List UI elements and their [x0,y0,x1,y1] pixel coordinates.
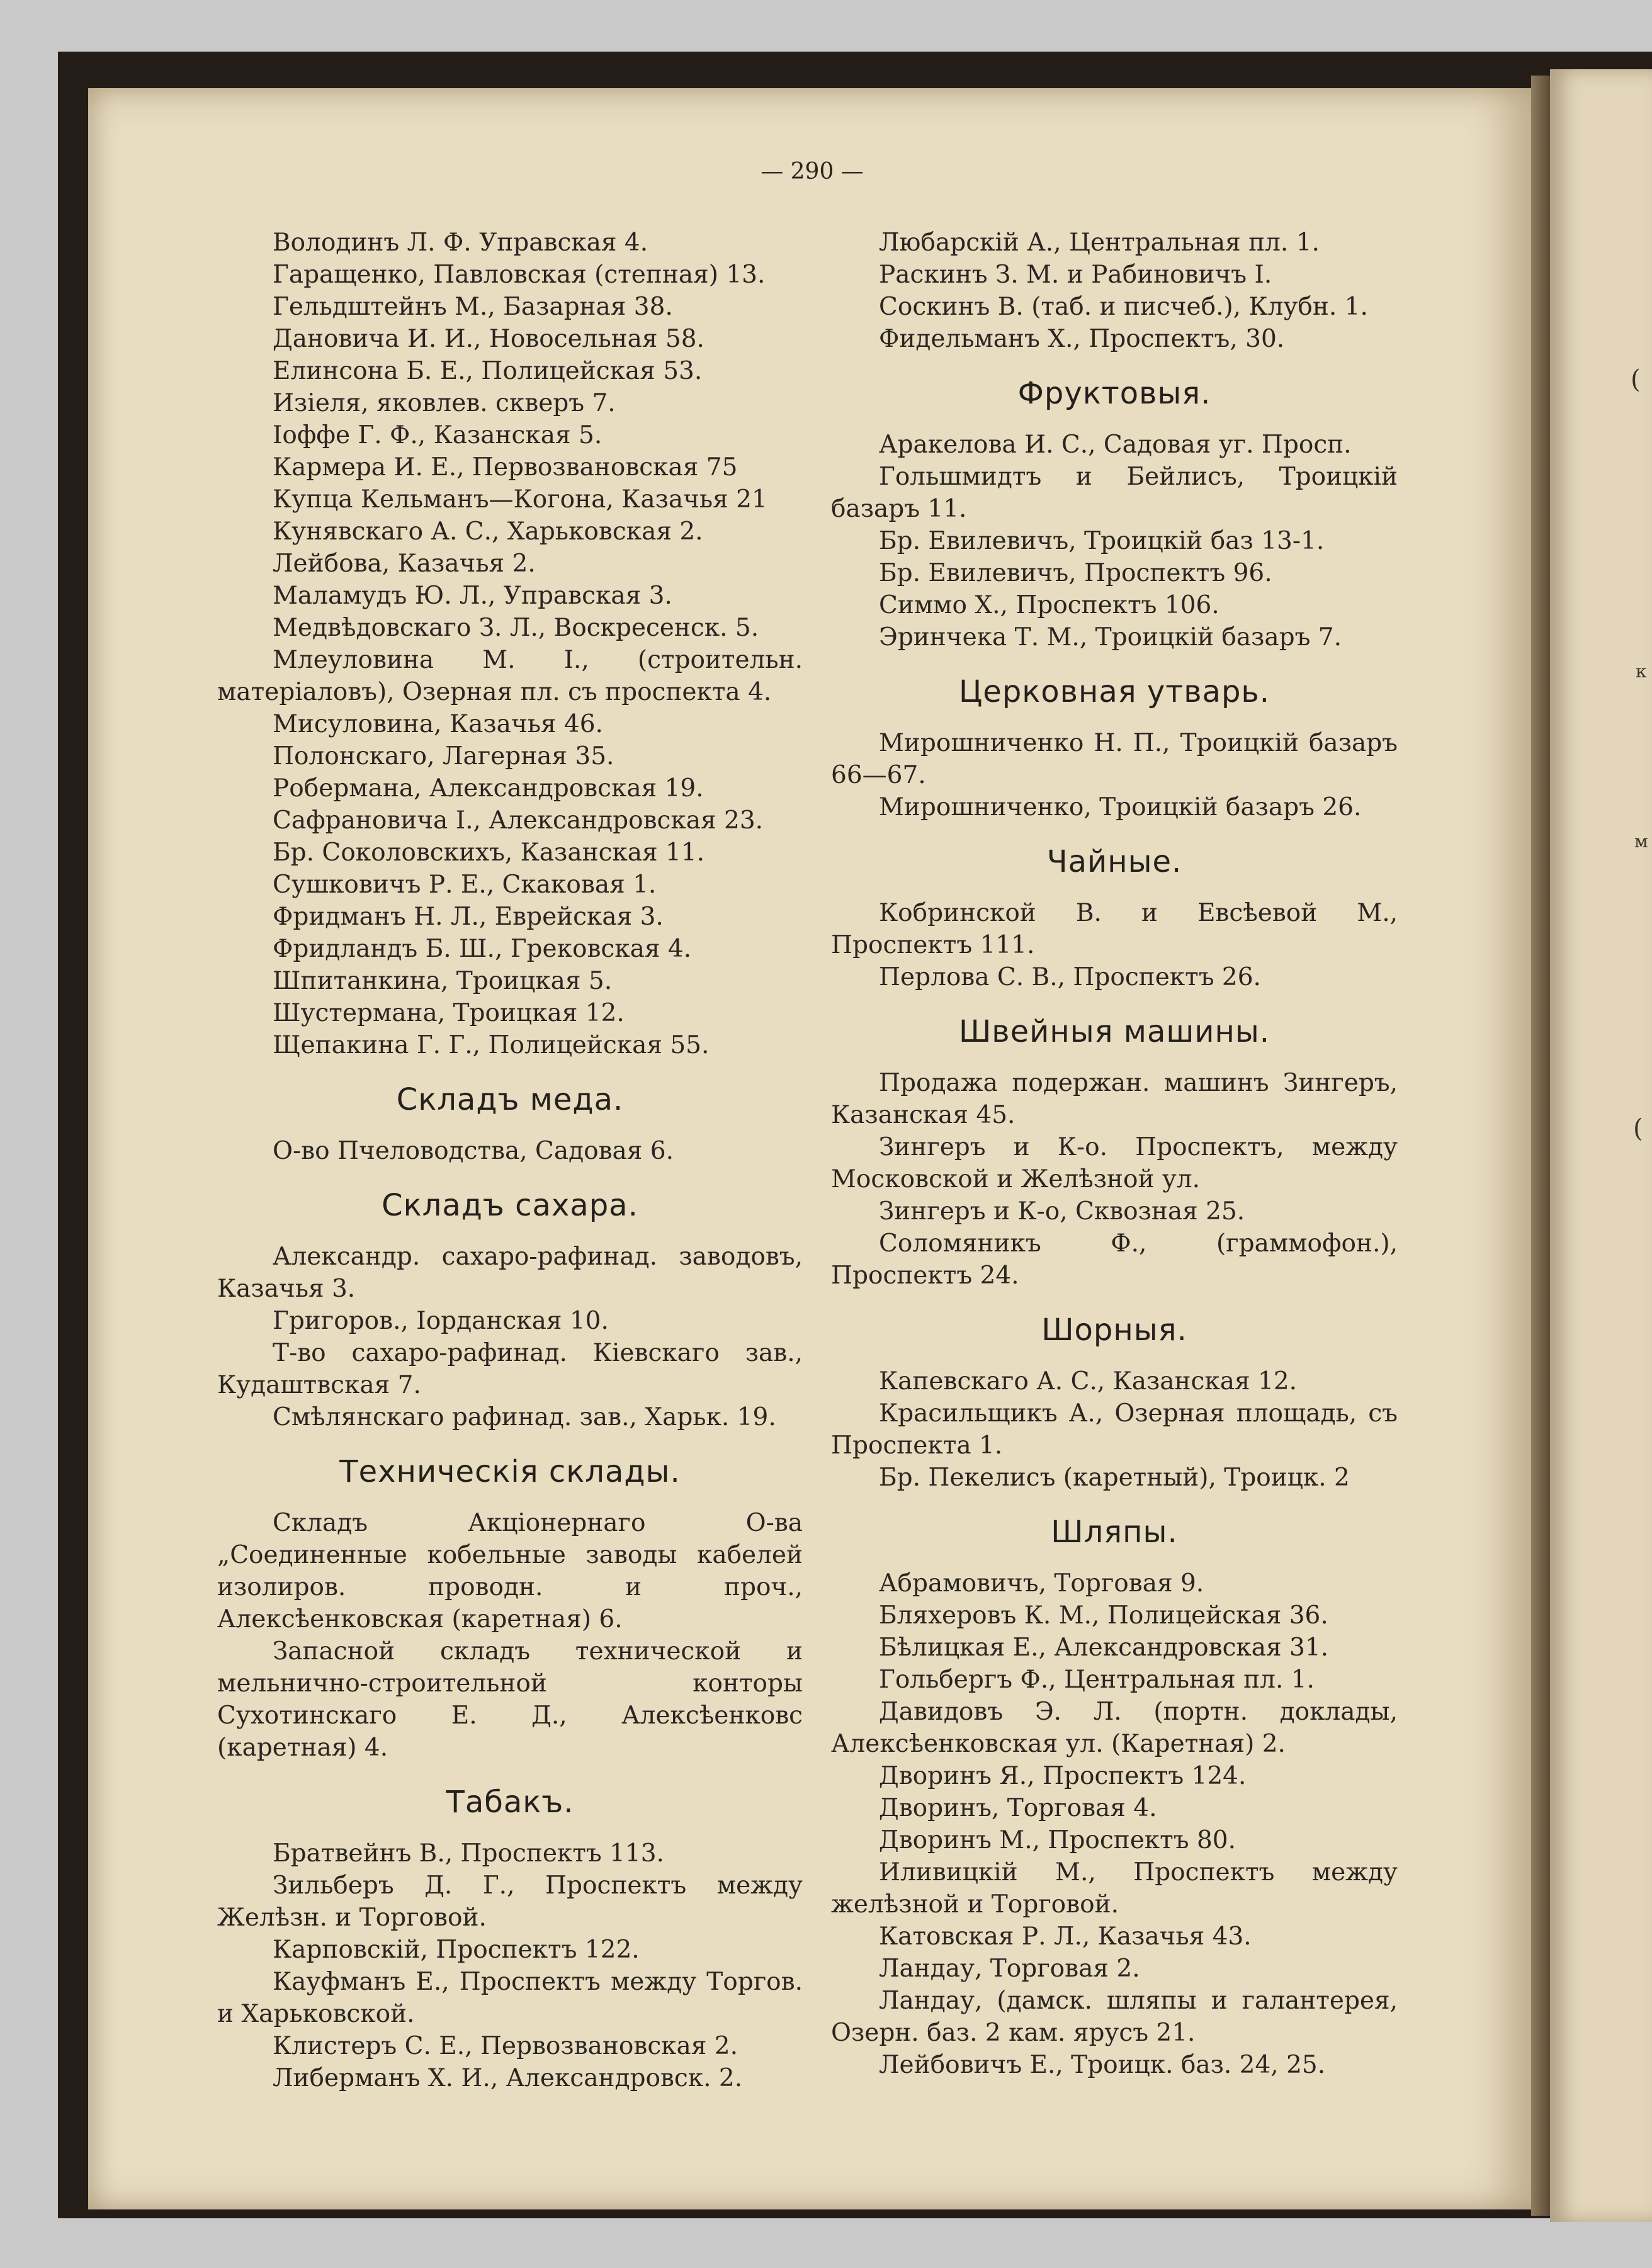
directory-entry: Бѣлицкая Е., Александровская 31. [879,1633,1329,1662]
next-page-edge [1550,69,1652,2222]
directory-entry: Изіеля, яковлев. скверъ 7. [273,389,616,417]
directory-entry: Мирошниченко, Троицкій базаръ 26. [879,793,1362,821]
directory-entry: Гельдштейнъ М., Базарная 38. [273,293,673,321]
directory-entry: Фридманъ Н. Л., Еврейская 3. [273,903,664,931]
directory-entry: Гаращенко, Павловская (степная) 13. [273,261,766,289]
directory-entry: Дворинъ, Торговая 4. [879,1794,1157,1822]
directory-entry: Зильберъ Д. Г., Проспектъ между Желѣзн. и Торговой. [217,1871,803,1932]
section-heading: Техническія склады. [339,1454,681,1489]
directory-entry: Александр. сахаро-рафинад. заводовъ, Казачья 3. [217,1243,803,1303]
directory-entry: Раскинъ З. М. и Рабиновичъ І. [879,261,1272,289]
directory-entry: Бр. Пекелисъ (каретный), Троицк. 2 [879,1464,1350,1492]
directory-entry: Соскинъ В. (таб. и писчеб.), Клубн. 1. [879,293,1368,321]
directory-entry: Григоров., Іорданская 10. [273,1307,609,1335]
directory-entry: Шустермана, Троицкая 12. [273,999,625,1027]
directory-entry: Кобринской В. и Евсѣевой М., Проспектъ 111. [831,899,1398,959]
directory-entry: Мисуловина, Казачья 46. [273,710,603,738]
directory-entry: Гольшмидтъ и Бейлисъ, Троицкій базаръ 11. [831,463,1398,523]
directory-entry: Абрамовичъ, Торговая 9. [879,1569,1204,1598]
directory-entry: Фридландъ Б. Ш., Грековская 4. [273,935,692,963]
section-heading: Шляпы. [1051,1515,1178,1550]
section-heading: Складъ меда. [396,1082,624,1117]
directory-entry: Перлова С. В., Проспектъ 26. [879,963,1261,991]
directory-entry: Мирошниченко Н. П., Троицкій базаръ 66—67. [831,729,1398,789]
directory-entry: Соломяникъ Ф., (граммофон.), Проспектъ 24. [831,1229,1398,1290]
directory-entry: Ландау, Торговая 2. [879,1955,1140,1983]
directory-entry: Ландау, (дамск. шляпы и галантерея, Озерн. баз. 2 кам. ярусъ 21. [831,1987,1398,2047]
directory-entry: Щепакина Г. Г., Полицейская 55. [273,1031,710,1059]
directory-entry: Бр. Евилевичъ, Троицкій баз 13-1. [879,527,1325,555]
directory-entry: Лейбова, Казачья 2. [273,550,536,578]
directory-entry: Сафрановича І., Александровская 23. [273,806,764,835]
next-page-fragment: ( [1631,365,1641,394]
directory-entry: Аракелова И. С., Садовая уг. Просп. [879,431,1352,459]
directory-entry: Иливицкій М., Проспектъ между желѣзной и Торговой. [831,1858,1398,1919]
directory-entry: Маламудъ Ю. Л., Управская 3. [273,582,672,610]
directory-entry: Млеуловина М. І., (строительн. матеріаловъ), Озерная пл. съ проспекта 4. [217,646,803,706]
directory-entry: Шпитанкина, Троицкая 5. [273,967,613,995]
page-gutter [1531,76,1550,2216]
directory-entry: Робермана, Александровская 19. [273,774,704,803]
directory-entry: Карповскій, Проспектъ 122. [273,1936,640,1964]
next-page-fragment: к [1636,661,1647,682]
section-heading: Церковная утварь. [959,674,1270,709]
directory-entry: Купца Кельманъ—Когона, Казачья 21 [273,485,767,514]
directory-entry: Зингеръ и К-о, Сквозная 25. [879,1197,1245,1226]
page-number: — 290 — [761,159,864,184]
directory-entry: Симмо Х., Проспектъ 106. [879,591,1219,619]
directory-entry: Красильщикъ А., Озерная площадь, съ Проспекта 1. [831,1399,1398,1460]
directory-entry: Братвейнъ В., Проспектъ 113. [273,1839,664,1868]
directory-entry: Кармера И. Е., Первозвановская 75 [273,453,738,482]
directory-entry: Гольбергъ Ф., Центральная пл. 1. [879,1666,1315,1694]
section-heading: Табакъ. [446,1785,574,1820]
left-column [217,227,803,2094]
section-heading: Шорныя. [1041,1312,1187,1348]
directory-entry: Полонскаго, Лагерная 35. [273,742,614,770]
directory-entry: Кауфманъ Е., Проспектъ между Торгов. и Харьковской. [217,1968,803,2028]
directory-entry: Фидельманъ Х., Проспектъ, 30. [879,325,1285,353]
directory-entry: Лейбовичъ Е., Троицк. баз. 24, 25. [879,2051,1326,2079]
section-heading: Складъ сахара. [382,1188,638,1223]
directory-entry: Любарскій А., Центральная пл. 1. [879,228,1320,257]
next-page-fragment: м [1634,831,1648,852]
directory-entry: Дворинъ Я., Проспектъ 124. [879,1762,1247,1790]
directory-entry: О-во Пчеловодства, Садовая 6. [273,1137,674,1165]
directory-entry: Бр. Евилевичъ, Проспектъ 96. [879,559,1272,587]
directory-entry: Катовская Р. Л., Казачья 43. [879,1922,1252,1951]
directory-entry: Давидовъ Э. Л. (портн. доклады, Алексѣенковская ул. (Каретная) 2. [831,1698,1398,1758]
directory-entry: Володинъ Л. Ф. Управская 4. [273,228,648,257]
directory-entry: Дворинъ М., Проспектъ 80. [879,1826,1236,1854]
directory-entry: Смѣлянскаго рафинад. зав., Харьк. 19. [273,1403,776,1431]
directory-entry: Бр. Соколовскихъ, Казанская 11. [273,838,705,867]
directory-entry: Медвѣдовскаго З. Л., Воскресенск. 5. [273,614,759,642]
directory-entry: Клистеръ С. Е., Первозвановская 2. [273,2032,738,2060]
section-heading: Швейныя машины. [958,1014,1270,1049]
directory-entry: Іоффе Г. Ф., Казанская 5. [273,421,603,449]
directory-entry: Запасной складъ технической и мельнично-строительной конторы Сухотинскаго Е. Д., Алексѣенковс (каретная) 4. [217,1637,803,1762]
directory-entry: Эринчека Т. М., Троицкій базаръ 7. [879,623,1342,652]
directory-entry: Т-во сахаро-рафинад. Кіевскаго зав., Кудаштвская 7. [217,1339,803,1399]
directory-entry: Дановича И. И., Новосельная 58. [273,325,704,353]
directory-entry: Зингеръ и К-о. Проспектъ, между Московской и Желѣзной ул. [831,1133,1398,1193]
right-column [831,227,1398,2081]
directory-entry: Бляхеровъ К. М., Полицейская 36. [879,1601,1328,1630]
directory-entry: Елинсона Б. Е., Полицейская 53. [273,357,703,385]
directory-entry: Либерманъ Х. И., Александровск. 2. [273,2064,743,2092]
directory-entry: Продажа подержан. машинъ Зингеръ, Казанская 45. [831,1069,1398,1129]
directory-entry: Сушковичъ Р. Е., Скаковая 1. [273,871,657,899]
directory-entry: Кунявскаго А. С., Харьковская 2. [273,517,703,546]
section-heading: Фруктовыя. [1017,376,1211,411]
directory-entry: Складъ Акціонернаго О-ва „Соединенные кобельные заводы кабелей изолиров. проводн. и проч., Алексѣенковская (каретная) 6. [217,1509,803,1633]
directory-entry: Капевскаго А. С., Казанская 12. [879,1367,1298,1396]
next-page-fragment: ( [1633,1114,1643,1143]
section-heading: Чайные. [1046,844,1182,879]
